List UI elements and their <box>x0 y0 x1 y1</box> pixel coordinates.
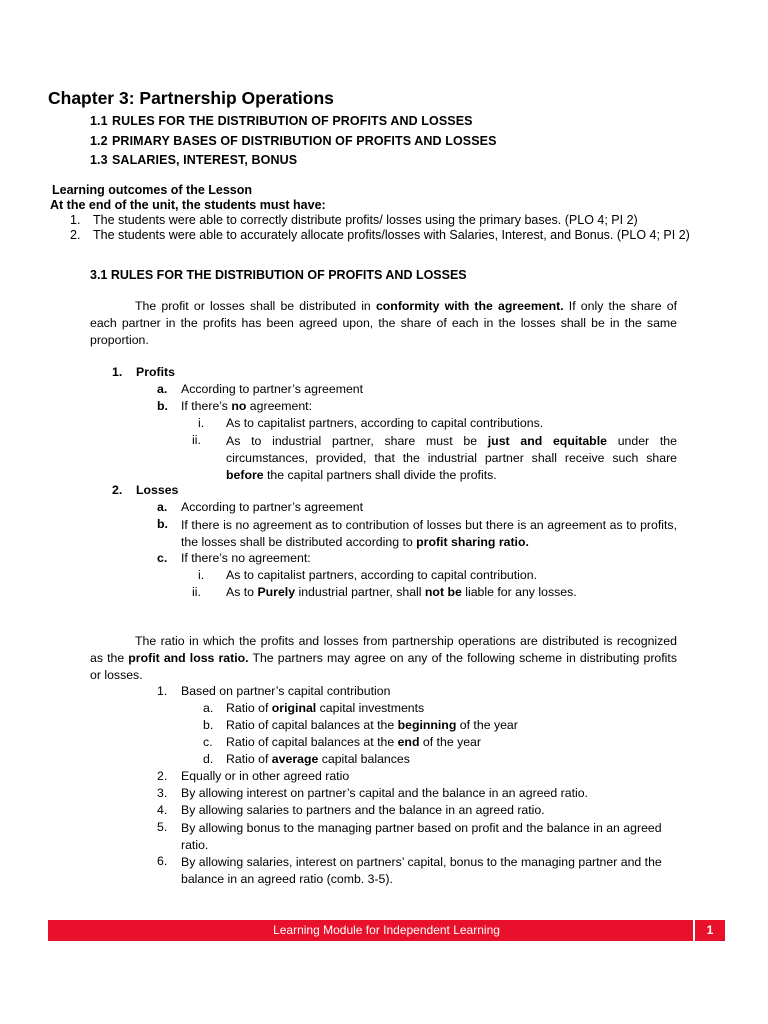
list-roman: i. <box>198 568 205 582</box>
list-number: 1. <box>157 684 168 698</box>
list-item <box>157 684 390 698</box>
list-letter: a. <box>157 500 168 514</box>
list-letter: c. <box>203 735 213 749</box>
list-text: liable for any losses. <box>461 585 577 599</box>
list-text: under the circumstances, provided, that the industrial partner shall receive such share <box>226 434 677 465</box>
list-letter: a. <box>203 701 214 715</box>
list-item <box>203 735 481 749</box>
ratio-bold: profit and loss ratio. <box>128 651 249 665</box>
losses-b-text <box>181 517 677 551</box>
list-number: 5. <box>157 820 168 834</box>
list-item <box>157 820 181 834</box>
intro-paragraph <box>90 298 677 349</box>
list-roman: ii. <box>192 585 201 599</box>
list-letter: d. <box>203 752 214 766</box>
outcomes-subheading: At the end of the unit, the students must have: <box>50 198 326 212</box>
list-bold: beginning <box>397 718 457 732</box>
list-item <box>157 517 181 531</box>
list-text: of the year <box>419 735 481 749</box>
list-text: If there’s no agreement: <box>181 551 311 565</box>
list-bold: end <box>397 735 420 749</box>
list-text: According to partner’s agreement <box>181 382 364 396</box>
outcome-item <box>70 213 638 227</box>
page-footer <box>48 920 725 941</box>
list-item <box>203 718 518 732</box>
list-number: 4. <box>157 803 168 817</box>
list-text: By allowing interest on partner’s capital and the balance in an agreed ratio. <box>181 786 588 800</box>
list-text: As to capitalist partners, according to capital contributions. <box>226 416 544 430</box>
list-bold: before <box>226 468 264 482</box>
toc-text: PRIMARY BASES OF DISTRIBUTION OF PROFITS AND LOSSES <box>112 134 497 148</box>
list-item <box>198 416 543 430</box>
toc-text: SALARIES, INTEREST, BONUS <box>112 153 298 167</box>
outcome-text: The students were able to correctly distribute profits/ losses using the primary bases. (PLO 4; PI 2) <box>93 213 638 227</box>
losses-heading <box>112 483 178 497</box>
list-text: Ratio of <box>226 752 272 766</box>
list-roman: ii. <box>192 433 201 447</box>
list-text: As to <box>226 585 258 599</box>
list-letter: c. <box>157 551 168 565</box>
list-item <box>157 854 181 868</box>
profits-label: Profits <box>136 365 175 379</box>
list-roman: i. <box>198 416 205 430</box>
list-text: If there’s <box>181 399 232 413</box>
list-text: By allowing salaries to partners and the balance in an agreed ratio. <box>181 803 545 817</box>
list-item <box>192 585 577 599</box>
list-letter: b. <box>157 399 168 413</box>
ratio-text: The ratio in which the profits and losses from partnership operations are distributed is recognized as the <box>90 634 677 665</box>
list-item <box>157 551 311 565</box>
ratio-text: The partners may agree on any of the following scheme in distributing profits or losses. <box>90 651 677 682</box>
list-text: As to capitalist partners, according to capital contribution. <box>226 568 538 582</box>
list-text: If there is no agreement as to contribution of losses but there is an agreement as to profits, the losses shall be distributed according to <box>181 518 677 549</box>
toc-number: 1.1 <box>90 114 108 128</box>
intro-bold: conformity with the agreement. <box>375 299 564 313</box>
outcome-number: 1. <box>70 213 81 227</box>
losses-label: Losses <box>136 483 179 497</box>
list-text: the capital partners shall divide the profits. <box>263 468 497 482</box>
toc-number: 1.3 <box>90 153 108 167</box>
list-text: industrial partner, shall <box>295 585 425 599</box>
list-item <box>157 500 363 514</box>
list-item <box>157 399 312 413</box>
list-text: agreement: <box>246 399 313 413</box>
toc-item <box>90 134 497 148</box>
list-bold: average <box>271 752 319 766</box>
list-text: Ratio of <box>226 701 272 715</box>
list-letter: b. <box>157 517 168 531</box>
intro-text: The profit or losses shall be distributed in <box>135 299 376 313</box>
list-letter: b. <box>203 718 214 732</box>
list-item <box>157 382 363 396</box>
list-bold: Purely <box>257 585 296 599</box>
list-text: of the year <box>456 718 518 732</box>
list-item <box>203 752 410 766</box>
list-text: Ratio of capital balances at the <box>226 718 398 732</box>
list-letter: a. <box>157 382 168 396</box>
page-number: 1 <box>693 920 725 941</box>
list-text: According to partner’s agreement <box>181 500 364 514</box>
outcome-text: The students were able to accurately allocate profits/losses with Salaries, Interest, and Bonus. (PLO 4; PI 2) <box>93 228 690 242</box>
toc-item <box>90 153 297 167</box>
intro-text: If only the share of each partner in the profits has been agreed upon, the share of each in the losses shall be in the same proportion. <box>90 299 677 347</box>
list-bold: not be <box>424 585 462 599</box>
list-text: Equally or in other agreed ratio <box>181 769 350 783</box>
list-bold: no <box>231 399 247 413</box>
list-text: Based on partner’s capital contribution <box>181 684 391 698</box>
list-text: capital investments <box>316 701 425 715</box>
section-heading: 3.1 RULES FOR THE DISTRIBUTION OF PROFITS AND LOSSES <box>90 268 467 282</box>
list-number: 3. <box>157 786 168 800</box>
list-text: capital balances <box>318 752 410 766</box>
list-number: 2. <box>112 483 123 497</box>
list-bold: just and equitable <box>487 434 607 448</box>
list-item <box>198 568 537 582</box>
list-number: 1. <box>112 365 123 379</box>
list-item <box>157 786 588 800</box>
list-number: 2. <box>157 769 168 783</box>
list-item <box>157 803 545 817</box>
toc-number: 1.2 <box>90 134 108 148</box>
toc-text: RULES FOR THE DISTRIBUTION OF PROFITS AND LOSSES <box>112 114 473 128</box>
list-item <box>157 769 349 783</box>
outcome-item <box>70 228 690 242</box>
list-item <box>203 701 424 715</box>
outcomes-heading: Learning outcomes of the Lesson <box>52 183 253 197</box>
list-bold: profit sharing ratio. <box>416 535 529 549</box>
scheme-5-text: By allowing bonus to the managing partner based on profit and the balance in an agreed ratio. <box>181 821 662 852</box>
list-number: 6. <box>157 854 168 868</box>
list-bold: original <box>271 701 317 715</box>
footer-label: Learning Module for Independent Learning <box>273 923 500 937</box>
scheme-6-text: By allowing salaries, interest on partners’ capital, bonus to the managing partner and the balance in an agreed ratio (comb. 3-5). <box>181 855 662 886</box>
ratio-paragraph <box>90 633 677 684</box>
profits-ii-text <box>226 433 677 484</box>
profits-heading <box>112 365 175 379</box>
page-title: Chapter 3: Partnership Operations <box>48 88 334 108</box>
list-item <box>192 433 226 447</box>
list-text: Ratio of capital balances at the <box>226 735 398 749</box>
toc-item <box>90 114 473 128</box>
outcome-number: 2. <box>70 228 81 242</box>
list-text: As to industrial partner, share must be <box>226 434 488 448</box>
